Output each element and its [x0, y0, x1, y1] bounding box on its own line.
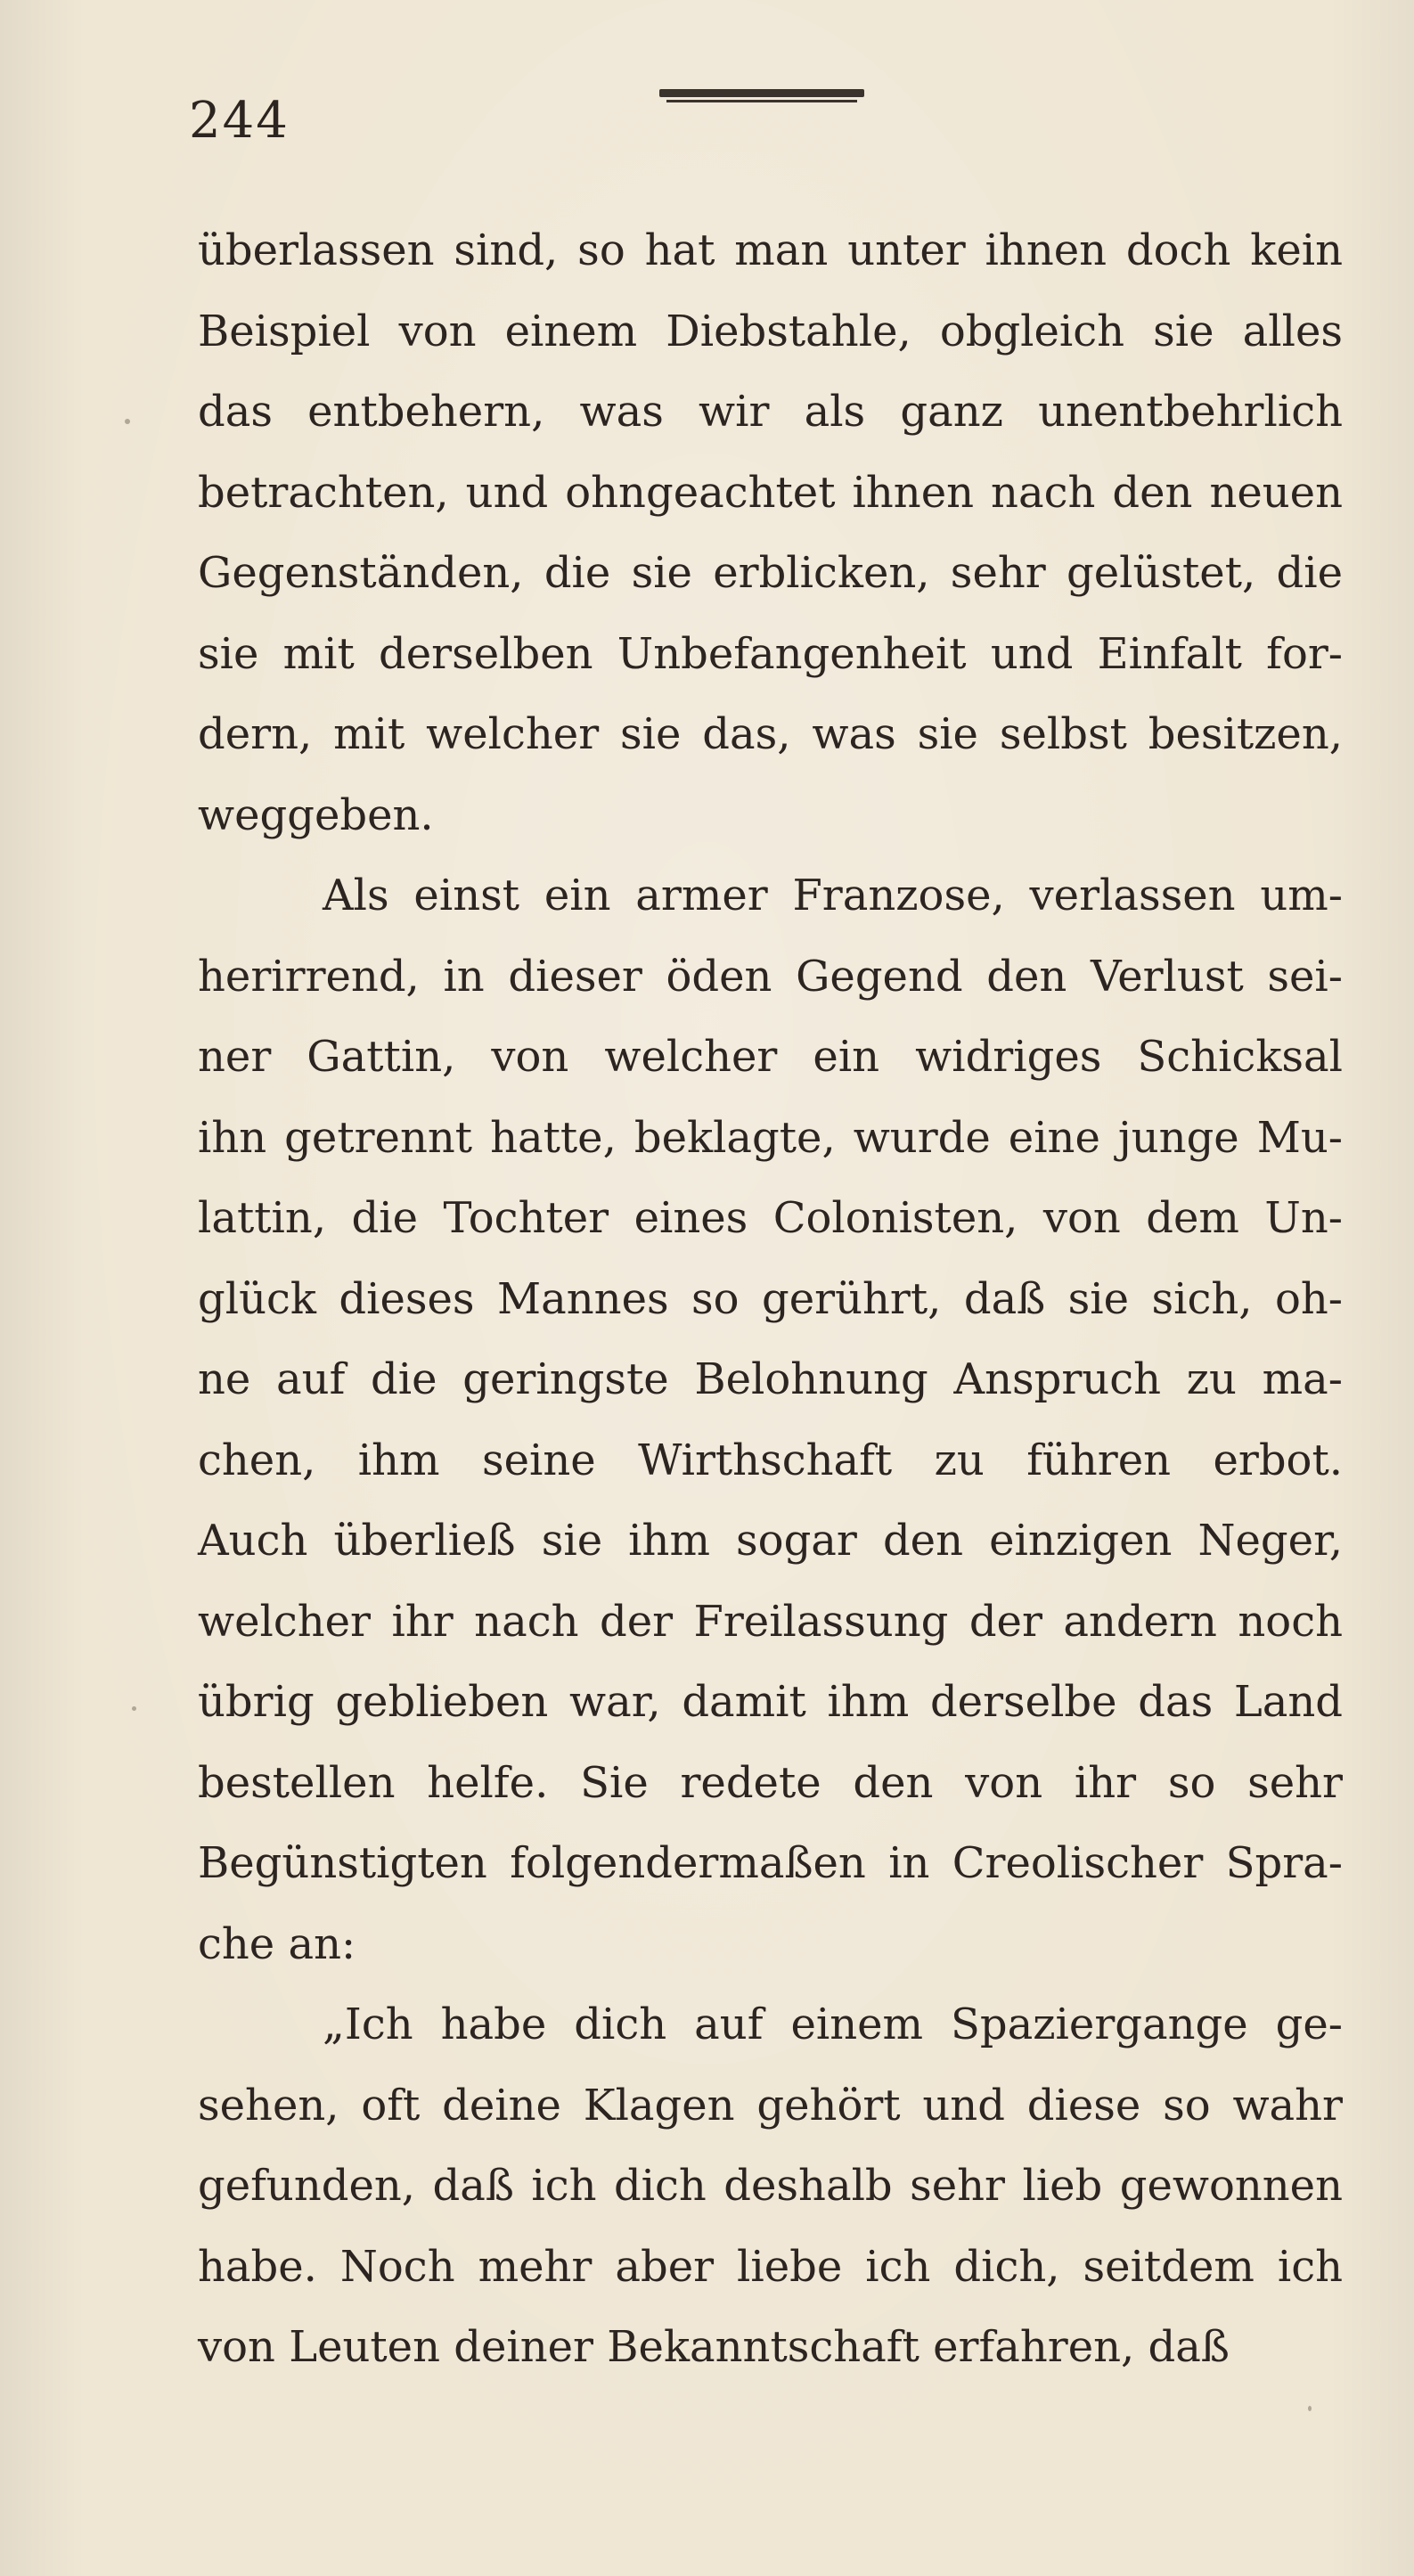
text-line: herirrend, in dieser öden Gegend den Verlust sei-: [198, 951, 1343, 1002]
text-line: das entbehern, was wir als ganz unentbehrlich: [198, 387, 1343, 437]
page-number: 244: [189, 92, 290, 150]
text-line: dern, mit welcher sie das, was sie selbst besitzen,: [198, 709, 1343, 759]
text-line: Begünstigten folgendermaßen in Creolischer Spra-: [198, 1838, 1343, 1888]
text-line: Gegenständen, die sie erblicken, sehr gelüstet, die: [198, 548, 1343, 598]
paragraph: [198, 855, 1343, 1984]
text-line: übrig geblieben war, damit ihm derselbe das Land: [198, 1677, 1343, 1727]
text-line: bestellen helfe. Sie redete den von ihr so sehr: [198, 1757, 1343, 1808]
text-line: ner Gattin, von welcher ein widriges Schicksal: [198, 1032, 1343, 1082]
paper-speck: [132, 1706, 136, 1711]
text-line: Beispiel von einem Diebstahle, obgleich sie alles: [198, 306, 1343, 356]
text-line: che an:: [198, 1918, 356, 1969]
text-line: ne auf die geringste Belohnung Anspruch zu ma-: [198, 1354, 1343, 1404]
paragraph: [198, 210, 1343, 855]
text-line: Auch überließ sie ihm sogar den einzigen Neger,: [198, 1516, 1343, 1566]
text-line: betrachten, und ohngeachtet ihnen nach den neuen: [198, 467, 1343, 518]
text-line: lattin, die Tochter eines Colonisten, von dem Un-: [198, 1193, 1343, 1243]
text-line: „Ich habe dich auf einem Spaziergange ge-: [323, 1999, 1343, 2049]
body-text: [198, 210, 1343, 2388]
text-line: Als einst ein armer Franzose, verlassen um-: [323, 871, 1343, 920]
header-rule-thick: [659, 89, 864, 97]
text-line: gefunden, daß ich dich deshalb sehr lieb gewonnen: [198, 2161, 1343, 2211]
text-line: überlassen sind, so hat man unter ihnen doch kein: [198, 225, 1343, 275]
header-rule-thin: [666, 100, 857, 102]
paper-speck: [1308, 2406, 1312, 2411]
text-line: sehen, oft deine Klagen gehört und diese so wahr: [198, 2080, 1343, 2130]
paragraph: [198, 1984, 1343, 2388]
text-line: ihn getrennt hatte, beklagte, wurde eine junge Mu-: [198, 1112, 1343, 1163]
paper-speck: [125, 419, 130, 424]
text-line: chen, ihm seine Wirthschaft zu führen erbot.: [198, 1435, 1343, 1485]
text-line: glück dieses Mannes so gerührt, daß sie sich, oh-: [198, 1273, 1343, 1324]
text-line: habe. Noch mehr aber liebe ich dich, seitdem ich: [198, 2241, 1343, 2292]
text-line: weggeben.: [198, 789, 434, 840]
text-line: sie mit derselben Unbefangenheit und Einfalt for-: [198, 628, 1343, 679]
text-line: von Leuten deiner Bekanntschaft erfahren, daß: [198, 2322, 1230, 2372]
header-rule: [659, 89, 864, 103]
text-line: welcher ihr nach der Freilassung der andern noch: [198, 1596, 1343, 1647]
